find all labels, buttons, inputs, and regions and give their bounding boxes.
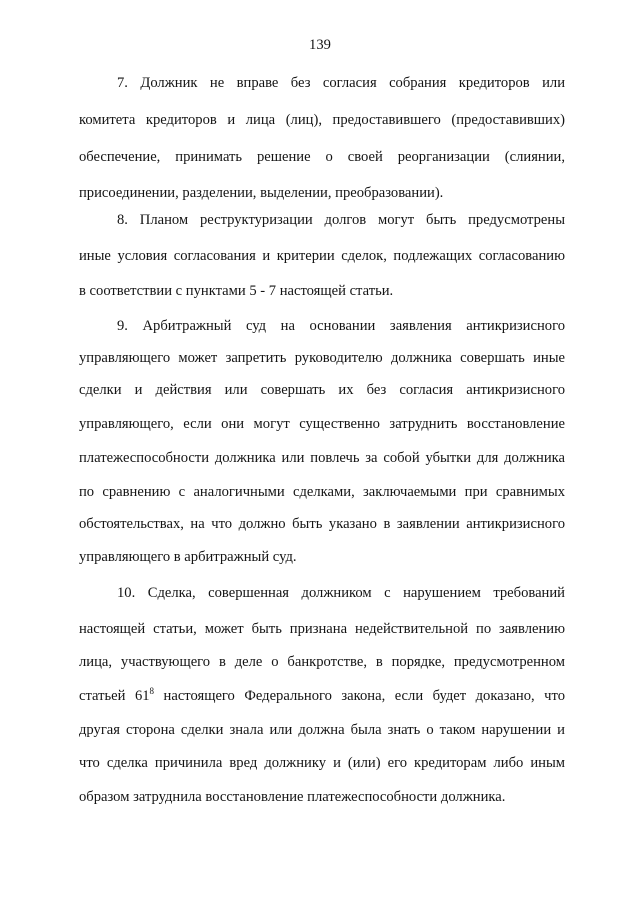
text-line-with-superscript [79,686,565,706]
page-number: 139 [309,37,331,53]
text-line: 7. Должник не вправе без согласия собрания кредиторов или [117,75,565,91]
text-line: другая сторона сделки знала или должна была знать о таком нарушении и [79,722,565,738]
text-line: 9. Арбитражный суд на основании заявления антикризисного [117,318,565,334]
text-line: образом затруднила восстановление платежеспособности должника. [79,789,506,805]
text-line: обстоятельствах, на что должно быть указано в заявлении антикризисного [79,516,565,532]
text-line: по сравнению с аналогичными сделками, заключаемыми при сравнимых [79,484,565,500]
superscript-8: 8 [149,686,155,697]
text-line: управляющего в арбитражный суд. [79,549,297,565]
text-line: что сделка причинила вред должнику и (или) его кредиторам либо иным [79,755,565,771]
text-line: в соответствии с пунктами 5 - 7 настоящей статьи. [79,283,394,299]
text-line: управляющего, если они могут существенно затруднить восстановление [79,416,565,432]
text-fragment: статьей 61 [79,688,150,704]
text-line: настоящей статьи, может быть признана недействительной по заявлению [79,621,565,637]
text-line: платежеспособности должника или повлечь за собой убытки для должника [79,450,565,466]
text-line: 8. Планом реструктуризации долгов могут быть предусмотрены [117,212,565,228]
text-line: лица, участвующего в деле о банкротстве, в порядке, предусмотренном [79,654,565,670]
text-line: комитета кредиторов и лица (лиц), предоставившего (предоставивших) [79,112,565,128]
text-line: 10. Сделка, совершенная должником с нарушением требований [117,585,565,601]
text-line: иные условия согласования и критерии сделок, подлежащих согласованию [79,248,565,264]
text-line: сделки и действия или совершать их без согласия антикризисного [79,382,565,398]
text-line: присоединении, разделении, выделении, преобразовании). [79,185,444,201]
text-line: обеспечение, принимать решение о своей реорганизации (слиянии, [79,149,565,165]
text-line: управляющего может запретить руководителю должника совершать иные [79,350,565,366]
text-fragment: настоящего Федерального закона, если будет доказано, что [154,688,565,704]
